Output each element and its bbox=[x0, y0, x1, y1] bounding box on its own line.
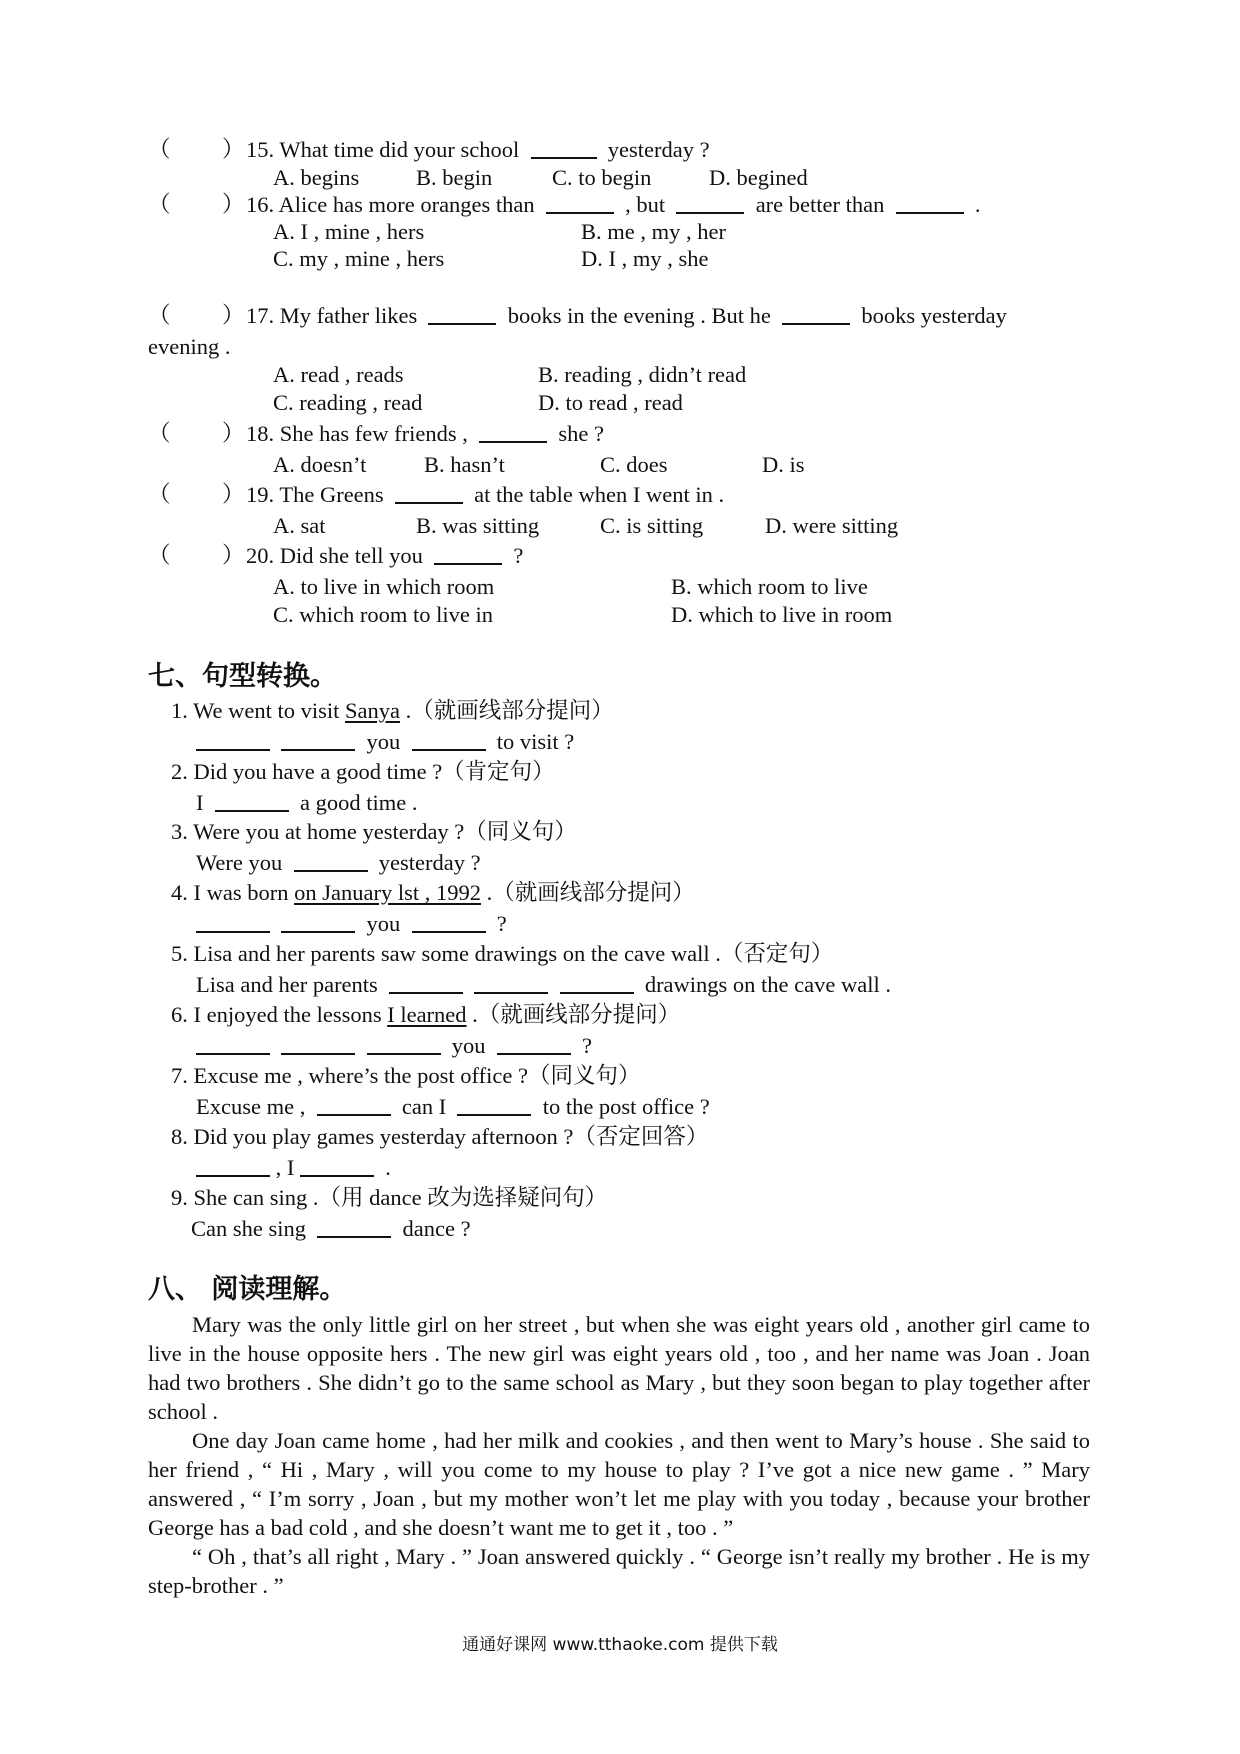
answer-blank[interactable] bbox=[196, 911, 270, 933]
answer-blank[interactable] bbox=[294, 850, 368, 872]
option-b[interactable]: B. which room to live bbox=[671, 574, 868, 599]
option-d[interactable]: D. to read , read bbox=[538, 390, 683, 415]
transform-question: 1. We went to visit Sanya .（就画线部分提问） bbox=[171, 698, 614, 723]
answer-paren-close: ） bbox=[222, 303, 245, 328]
option-b[interactable]: B. was sitting bbox=[416, 513, 540, 538]
transform-answer: Can she sing dance ? bbox=[191, 1216, 471, 1241]
transform-question: 4. I was born on January lst , 1992 .（就画线部分提问） bbox=[171, 880, 695, 905]
transform-answer: Lisa and her parents drawings on the cave wall . bbox=[196, 972, 891, 997]
answer-blank[interactable] bbox=[317, 1216, 391, 1238]
answer-blank[interactable] bbox=[896, 192, 964, 214]
answer-paren-open: （ bbox=[148, 192, 171, 217]
answer-paren-open: （ bbox=[148, 303, 171, 328]
answer-blank[interactable] bbox=[215, 790, 289, 812]
option-d[interactable]: D. is bbox=[762, 452, 805, 477]
reading-passage bbox=[148, 1310, 1090, 1600]
transform-question: 2. Did you have a good time ?（肯定句） bbox=[171, 759, 555, 784]
answer-blank[interactable] bbox=[546, 192, 614, 214]
answer-blank[interactable] bbox=[531, 137, 597, 159]
option-c[interactable]: C. to begin bbox=[552, 165, 652, 190]
question-stem-continuation: evening . bbox=[148, 334, 231, 359]
answer-blank[interactable] bbox=[395, 482, 463, 504]
answer-blank[interactable] bbox=[196, 1033, 270, 1055]
underlined-target: I learned bbox=[387, 1002, 467, 1027]
transform-question: 5. Lisa and her parents saw some drawings on the cave wall .（否定句） bbox=[171, 941, 834, 966]
answer-paren-open: （ bbox=[148, 137, 171, 162]
answer-blank[interactable] bbox=[782, 303, 850, 325]
option-b[interactable]: B. reading , didn’t read bbox=[538, 362, 747, 387]
transform-answer: , I . bbox=[196, 1154, 391, 1182]
answer-blank[interactable] bbox=[317, 1094, 391, 1116]
option-a[interactable]: A. begins bbox=[273, 165, 360, 190]
transform-question: 7. Excuse me , where’s the post office ?（同义句） bbox=[171, 1063, 641, 1088]
answer-blank[interactable] bbox=[196, 729, 270, 751]
answer-blank[interactable] bbox=[434, 543, 502, 565]
answer-paren-close: ） bbox=[222, 482, 245, 507]
answer-blank[interactable] bbox=[281, 729, 355, 751]
answer-blank[interactable] bbox=[389, 972, 463, 994]
section-7-title: 七、句型转换。 bbox=[148, 661, 337, 692]
question-stem: 19. The Greens at the table when I went in . bbox=[246, 482, 725, 507]
answer-blank[interactable] bbox=[281, 1033, 355, 1055]
option-a[interactable]: A. to live in which room bbox=[273, 574, 495, 599]
answer-blank[interactable] bbox=[474, 972, 548, 994]
option-d[interactable]: D. which to live in room bbox=[671, 602, 893, 627]
option-d[interactable]: D. begined bbox=[709, 165, 808, 190]
transform-answer: Excuse me , can I to the post office ? bbox=[196, 1094, 710, 1119]
question-stem: 17. My father likes books in the evening . But he books yesterday bbox=[246, 303, 1007, 328]
answer-blank[interactable] bbox=[676, 192, 744, 214]
option-a[interactable]: A. I , mine , hers bbox=[273, 219, 425, 244]
option-d[interactable]: D. were sitting bbox=[765, 513, 899, 538]
transform-question: 3. Were you at home yesterday ?（同义句） bbox=[171, 819, 577, 844]
answer-blank[interactable] bbox=[367, 1033, 441, 1055]
option-c[interactable]: C. does bbox=[600, 452, 668, 477]
answer-blank[interactable] bbox=[412, 729, 486, 751]
transform-answer: you ? bbox=[196, 1032, 592, 1060]
passage-paragraph: One day Joan came home , had her milk and cookies , and then went to Mary’s house . She said to her friend , “ Hi , Mary , will you come to my house to play ? I’ve got a nice new game . ” Mary answered , “ I’m sorry , Joan , but my mother won’t let me play with you today , because your brother George has a bad cold , and she doesn’t want me to get it , too . ” bbox=[148, 1428, 1090, 1540]
option-c[interactable]: C. which room to live in bbox=[273, 602, 493, 627]
transform-answer: I a good time . bbox=[196, 790, 418, 815]
transform-answer: you ? bbox=[196, 910, 507, 938]
answer-paren-open: （ bbox=[148, 543, 171, 568]
transform-answer: Were you yesterday ? bbox=[196, 850, 481, 875]
transform-question: 8. Did you play games yesterday afternoon ?（否定回答） bbox=[171, 1124, 709, 1149]
option-d[interactable]: D. I , my , she bbox=[581, 246, 709, 271]
answer-blank[interactable] bbox=[281, 911, 355, 933]
answer-paren-open: （ bbox=[148, 482, 171, 507]
option-a[interactable]: A. sat bbox=[273, 513, 326, 538]
underlined-target: Sanya bbox=[345, 698, 401, 723]
question-stem: 18. She has few friends , she ? bbox=[246, 421, 604, 446]
question-stem: 20. Did she tell you ? bbox=[246, 543, 524, 568]
option-c[interactable]: C. my , mine , hers bbox=[273, 246, 445, 271]
answer-paren-close: ） bbox=[222, 137, 245, 162]
answer-paren-close: ） bbox=[222, 543, 245, 568]
option-b[interactable]: B. begin bbox=[416, 165, 493, 190]
answer-paren-close: ） bbox=[222, 421, 245, 446]
answer-blank[interactable] bbox=[457, 1094, 531, 1116]
answer-blank[interactable] bbox=[428, 303, 496, 325]
section-8-title: 八、 阅读理解。 bbox=[148, 1274, 347, 1305]
answer-blank[interactable] bbox=[560, 972, 634, 994]
passage-paragraph: “ Oh , that’s all right , Mary . ” Joan answered quickly . “ George isn’t really my brother . He is my step-brother . ” bbox=[148, 1544, 1090, 1598]
question-stem: 16. Alice has more oranges than , but are better than . bbox=[246, 192, 981, 217]
answer-blank[interactable] bbox=[479, 421, 547, 443]
passage-paragraph: Mary was the only little girl on her street , but when she was eight years old , another girl came to live in the house opposite hers . The new girl was eight years old , too , and her name was Joan . Joan had two brothers . She didn’t go to the same school as Mary , but they soon began to play together after school . bbox=[148, 1312, 1090, 1424]
transform-answer: you to visit ? bbox=[196, 728, 574, 756]
answer-paren-close: ） bbox=[222, 192, 245, 217]
question-stem: 15. What time did your school yesterday ? bbox=[246, 137, 710, 162]
answer-paren-open: （ bbox=[148, 421, 171, 446]
answer-blank[interactable] bbox=[412, 911, 486, 933]
option-a[interactable]: A. doesn’t bbox=[273, 452, 367, 477]
transform-question: 6. I enjoyed the lessons I learned .（就画线部分提问） bbox=[171, 1002, 681, 1027]
answer-blank[interactable] bbox=[196, 1155, 270, 1177]
transform-question: 9. She can sing .（用 dance 改为选择疑问句） bbox=[171, 1185, 608, 1210]
option-c[interactable]: C. reading , read bbox=[273, 390, 423, 415]
option-b[interactable]: B. me , my , her bbox=[581, 219, 726, 244]
answer-blank[interactable] bbox=[300, 1155, 374, 1177]
option-b[interactable]: B. hasn’t bbox=[424, 452, 505, 477]
page-footer: 通通好课网 www.tthaoke.com 提供下载 bbox=[462, 1635, 778, 1655]
underlined-target: on January lst , 1992 bbox=[294, 880, 481, 905]
option-c[interactable]: C. is sitting bbox=[600, 513, 704, 538]
answer-blank[interactable] bbox=[497, 1033, 571, 1055]
option-a[interactable]: A. read , reads bbox=[273, 362, 404, 387]
